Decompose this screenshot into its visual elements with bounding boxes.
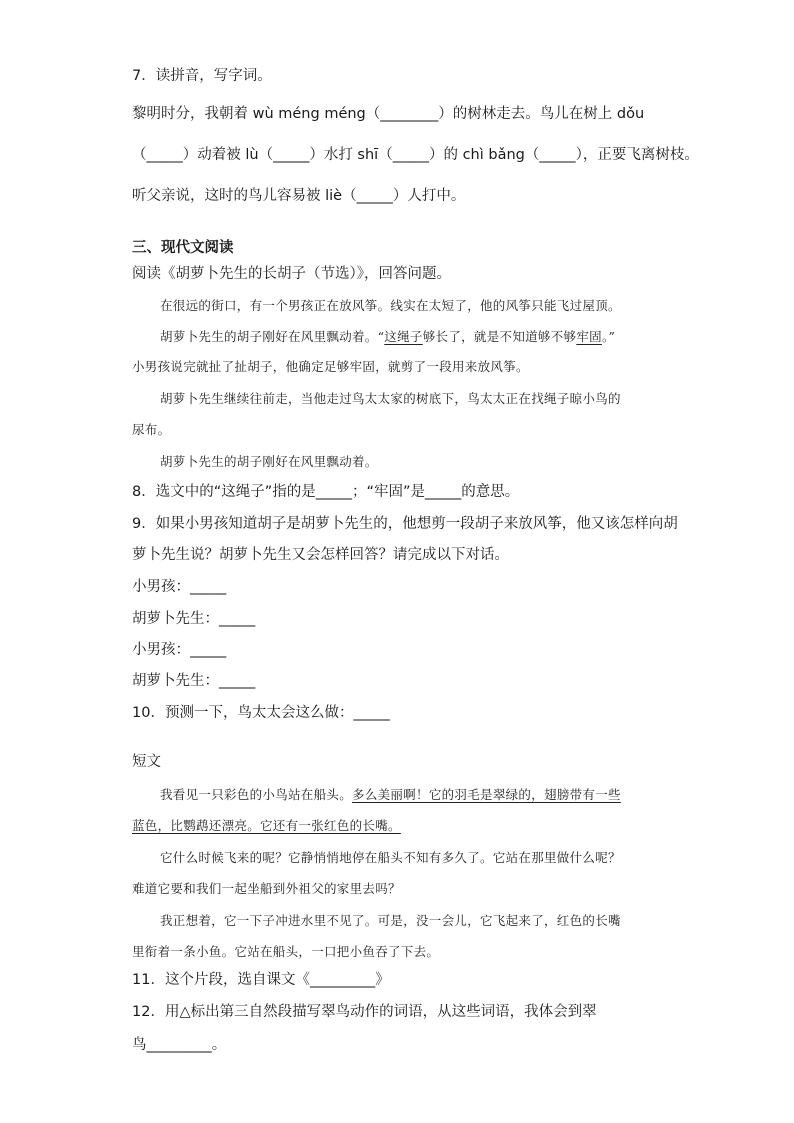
passage-2-paragraph-3-cont: 里衔着一条小鱼。它站在船头，一口把小鱼吞了下去。 xyxy=(132,944,440,959)
passage-1-paragraph-3-cont: 尿布。 xyxy=(132,422,171,437)
passage-2-paragraph-1-cont xyxy=(132,817,401,835)
q11: 11．这个片段，选自课文《_________》 xyxy=(132,972,390,988)
passage-1-paragraph-2 xyxy=(160,328,615,346)
dialog-line-4: 胡萝卜先生：_____ xyxy=(132,673,256,689)
dialog-line-1: 小男孩：_____ xyxy=(132,579,227,595)
q7-line-2: （_____）动着被 lù（_____）水打 shī（_____）的 chì bǎng（_____），正要飞离树枝。 xyxy=(132,147,699,163)
q10: 10．预测一下，鸟太太会这么做：_____ xyxy=(132,705,390,721)
p2-underlined-rope: 绳子 xyxy=(397,329,423,344)
passage-1-paragraph-2-cont: 小男孩说完就扯了扯胡子，他确定足够牢固，就剪了一段用来放风筝。 xyxy=(132,359,529,374)
section-heading: 三、现代文阅读 xyxy=(132,240,234,256)
passage-1-paragraph-3: 胡萝卜先生继续往前走，当他走过鸟太太家的树底下，鸟太太正在找绳子晾小鸟的 xyxy=(160,391,621,406)
p1-text-a: 我看见一只彩色的小鸟站在船头。 xyxy=(160,787,353,802)
q7-line-3: 听父亲说，这时的鸟儿容易被 liè（_____）人打中。 xyxy=(132,188,466,204)
p2-text-b: 这 xyxy=(384,329,398,344)
q7-title: 7．读拼音，写字词。 xyxy=(132,68,272,84)
section-intro: 阅读《胡萝卜先生的长胡子（节选）》，回答问题。 xyxy=(132,266,451,282)
dialog-line-3: 小男孩：_____ xyxy=(132,642,227,658)
passage-1-paragraph-1: 在很远的街口，有一个男孩正在放风筝。线实在太短了，他的风筝只能飞过屋顶。 xyxy=(160,298,621,313)
q9-line-2: 萝卜先生说？胡萝卜先生又会怎样回答？请完成以下对话。 xyxy=(132,547,509,563)
q7-line-1: 黎明时分，我朝着 wù méng méng（________）的树林走去。鸟儿在树上 dǒu xyxy=(132,106,645,122)
p1-underlined-b: 多么美丽啊！它的羽毛是翠绿的，翅膀带有一些 xyxy=(352,787,621,802)
passage-2-paragraph-2: 它什么时候飞来的呢？它静悄悄地停在船头不知有多久了。它站在那里做什么呢？ xyxy=(160,850,621,865)
q9-line-1: 9．如果小男孩知道胡子是胡萝卜先生的，他想剪一段胡子来放风筝，他又该怎样向胡 xyxy=(132,516,678,532)
passage-2-paragraph-2-cont: 难道它要和我们一起坐船到外祖父的家里去吗？ xyxy=(132,881,401,896)
p2-underlined-firm: 牢固 xyxy=(576,329,602,344)
q8: 8．选文中的“这绳子”指的是_____；“牢固”是_____的意思。 xyxy=(132,484,520,500)
p2-text-a: 胡萝卜先生的胡子刚好在风里飘动着。“ xyxy=(160,329,385,344)
passage-2-paragraph-1 xyxy=(160,786,621,804)
q12-line-1: 12．用△标出第三自然段描写翠鸟动作的词语，从这些词语，我体会到翠 xyxy=(132,1004,597,1020)
passage-2-paragraph-3: 我正想着，它一下子冲进水里不见了。可是，没一会儿，它飞起来了，红色的长嘴 xyxy=(160,913,621,928)
q12-line-2: 鸟_________。 xyxy=(132,1037,227,1053)
p2-text-d: 够长了，就是不知道够不够 xyxy=(422,329,577,344)
dialog-line-2: 胡萝卜先生：_____ xyxy=(132,611,256,627)
passage-1-paragraph-4: 胡萝卜先生的胡子刚好在风里飘动着。 xyxy=(160,454,378,469)
short-text-label: 短文 xyxy=(132,754,161,770)
p1-underlined-c: 蓝色，比鹦鹉还漂亮。它还有一张红色的长嘴。 xyxy=(132,818,401,833)
p2-text-f: 。” xyxy=(601,329,616,344)
